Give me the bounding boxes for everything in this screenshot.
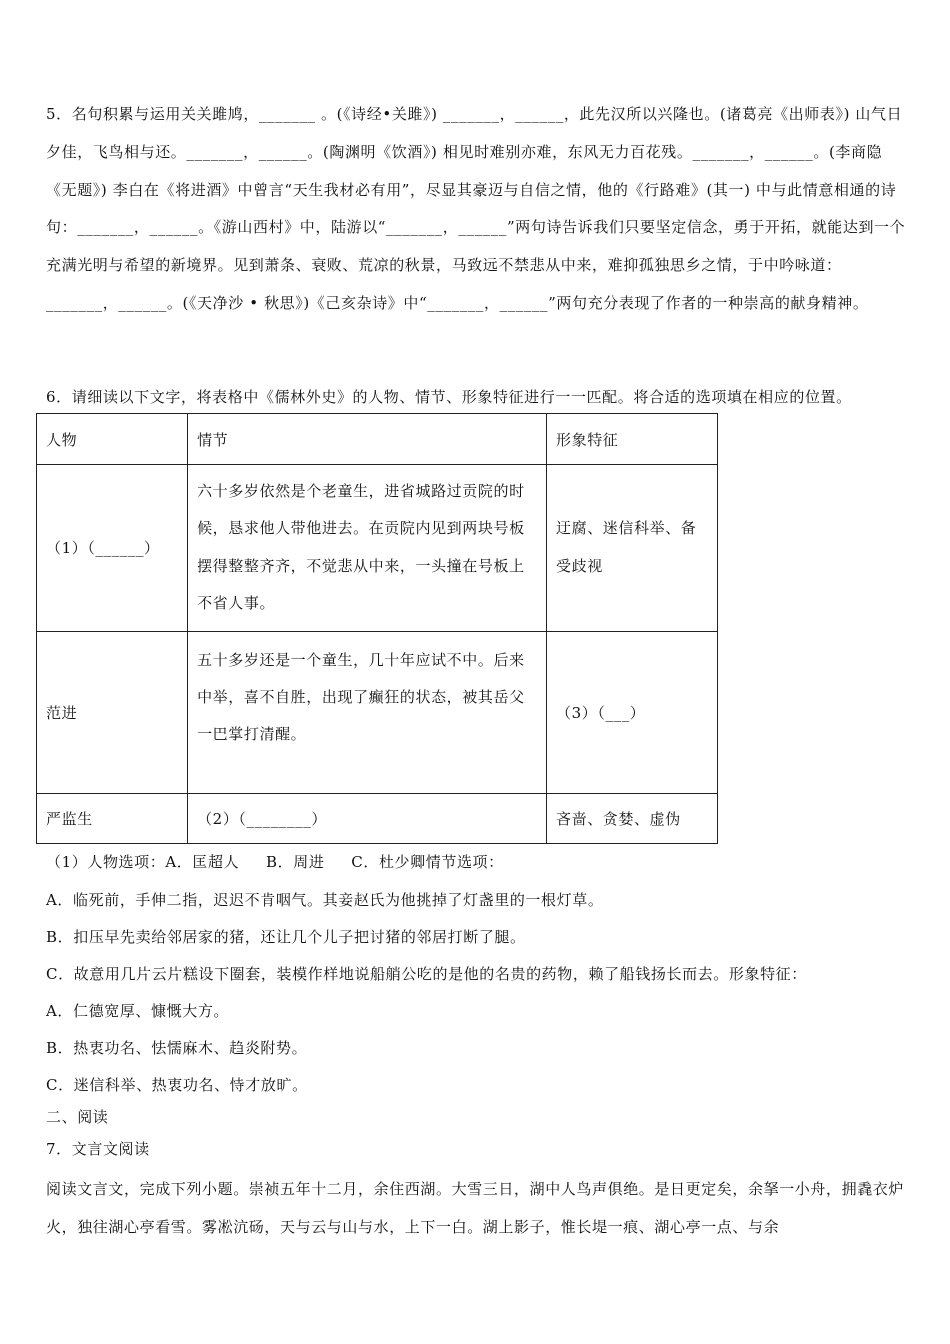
table-row xyxy=(37,631,718,793)
section-heading: 二、阅读 xyxy=(46,1108,109,1126)
table-cell-person: 严监生 xyxy=(37,793,188,843)
question-7-title: 7．文言文阅读 xyxy=(46,1140,150,1158)
table-cell-person: （1）（______） xyxy=(37,465,188,632)
plot-option-a: A．临死前，手伸二指，迟迟不肯咽气。其妾赵氏为他挑掉了灯盏里的一根灯草。 xyxy=(46,891,604,909)
table-cell-trait: 迂腐、迷信科举、备受歧视 xyxy=(547,465,718,632)
table-header-trait: 形象特征 xyxy=(547,414,718,465)
question-6-intro: 6．请细读以下文字，将表格中《儒林外史》的人物、情节、形象特征进行一一匹配。将合适的选项填在相应的位置。 xyxy=(46,388,852,406)
table-cell-trait: 吝啬、贪婪、虚伪 xyxy=(547,793,718,843)
table-cell-person: 范进 xyxy=(37,631,188,793)
trait-option-c: C．迷信科举、热衷功名、恃才放旷。 xyxy=(46,1076,308,1094)
table-cell-trait: （3）（___） xyxy=(547,631,718,793)
table-cell-plot: （2）（________） xyxy=(188,793,547,843)
question-7-text: 阅读文言文，完成下列小题。崇祯五年十二月，余住西湖。大雪三日，湖中人鸟声俱绝。是日更定矣，余拏一小舟，拥毳衣炉火，独往湖心亭看雪。雾凇沆砀，天与云与山与水，上下一白。湖上影子，惟长堤一痕、湖心亭一点、与余 xyxy=(46,1180,905,1236)
trait-option-a: A．仁德宽厚、慷慨大方。 xyxy=(46,1002,230,1020)
table-header-plot: 情节 xyxy=(188,414,547,465)
table-header-person: 人物 xyxy=(37,414,188,465)
table-row xyxy=(37,465,718,632)
question-5-text: 5．名句积累与运用关关雎鸠，_______ 。(《诗经•关雎》) _______，______，此先汉所以兴隆也。(诸葛亮《出师表》) 山气日夕佳，飞鸟相与还。_______，______。(陶渊明《饮酒》) 相见时难别亦难，东风无力百花残。_______，______。(李商隐《无题》) 李白在《将进酒》中曾言“天生我材必有用”，尽显其豪迈与自信之情，他的《行路难》(其一) 中与此情意相通的诗句：_______，______。《游山西村》中，陆游以“_______，______”两句诗告诉我们只要坚定信念，勇于开拓，就能达到一个充满光明与希望的新境界。见到萧条、衰败、荒凉的秋景，马致远不禁悲从中来，难抑孤独思乡之情，于中吟咏道：_______，______。(《天净沙 • 秋思》)《己亥杂诗》中“_______，______”两句充分表现了作者的一种崇高的献身精神。 xyxy=(46,105,906,312)
table-cell-plot: 六十多岁依然是个老童生，进省城路过贡院的时候，恳求他人带他进去。在贡院内见到两块号板摆得整整齐齐，不觉悲从中来，一头撞在号板上不省人事。 xyxy=(188,465,547,632)
person-options-line: （1）人物选项：A．匡超人 B．周进 C．杜少卿情节选项： xyxy=(46,853,504,871)
table-row xyxy=(37,793,718,843)
trait-option-b: B．热衷功名、怯懦麻木、趋炎附势。 xyxy=(46,1039,308,1057)
table-cell-plot: 五十多岁还是一个童生，几十年应试不中。后来中举，喜不自胜，出现了癫狂的状态，被其岳父一巴掌打清醒。 xyxy=(188,631,547,793)
table-header-row xyxy=(37,414,718,465)
plot-option-b: B．扣压早先卖给邻居家的猪，还让几个儿子把讨猪的邻居打断了腿。 xyxy=(46,928,526,946)
character-matching-table xyxy=(36,413,718,844)
plot-option-c: C．故意用几片云片糕设下圈套，装模作样地说船艄公吃的是他的名贵的药物，赖了船钱扬长而去。形象特征： xyxy=(46,965,807,983)
